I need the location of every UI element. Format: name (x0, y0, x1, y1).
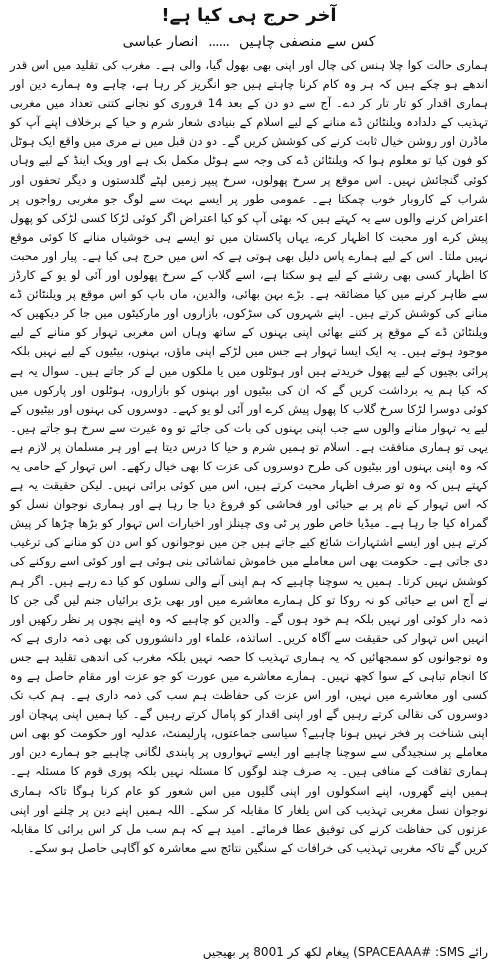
article-body: ہماری حالت کوا چلا ہنس کی چال اور اپنی بھی بھول گیا، والی ہے۔ مغرب کی تقلید میں اس قدر اندھے ہو چکے ہیں کہ ہر وہ کام کرنا چاہتے ہیں جو انگریز کر رہا ہے، چاہے وہ ہمارے دین اور ہماری اقدار کو تار تار کر دے۔ آج سے دو دن کے بعد 14 فروری کو نجانے کتنی تعداد میں مغربی تہذیب کے دلدادہ ویلنٹائن ڈے منانے کے لیے اسلام کے بنیادی شعار شرم و حیا کے برخلاف اپنے آپ کو ماڈرن اور روشن خیال ثابت کرنے کی کوشش کریں گے۔ دو دن قبل میں نے مری میں واقع ایک ہوٹل کو فون کیا تو معلوم ہوا کہ ویلنٹائن ڈے کی وجہ سے ہوٹل مکمل بک ہے اور ویک اینڈ کے لیے وہاں کوئی گنجائش نہیں۔ اس موقع پر سرخ پھولوں، سرخ پیپر زمیں لپٹے گلدستوں و دیگر تحفوں اور شراب کے کاروبار خوب چمکتا ہے۔ عمومی طور پر ایسے بہت سے لوگ جو مغربی رواجوں پر اعتراض کرنے والوں سے یہ کہتے ہیں کہ بھئی آپ کو کیا اعتراض اگر کوئی لڑکا کسی لڑکی کو پھول پیش کرے اور محبت کا اظہار کرے، یہاں پاکستان میں تو ایسے ہی خوشیاں منانے کا کوئی موقع نہیں ملتا۔ اس کے لیے ہمارے پاس دلیل بھی ہوتی ہے کہ اس میں حرج ہی کیا ہے۔ پیار اور محبت کا اظہار کسی بھی رشتے کے لیے ہو سکتا ہے، اسے گلاب کے سرخ پھولوں اور آئی لو یو کے کارڈز سے ظاہر کرنے میں کیا مضائقہ ہے۔ بڑے بہن بھائی، والدین، ماں باپ کو اس موقع پر ویلنٹائن ڈے منانے کی کوشش کرتے ہیں۔ اپنے شہروں کی سڑکوں، بازاروں اور مارکیٹوں میں جا کر دیکھیں کہ ویلنٹائن ڈے کے موقع پر کتنے بھائی اپنی بہنوں کے ساتھ وہاں اس مغربی تہوار کو منانے کے لیے موجود ہوتے ہیں۔ یہ ایک ایسا تہوار ہے جس میں لڑکے اپنی ماؤں، بہنوں، بیٹیوں کے لیے نہیں بلکہ پرائی بچیوں کے لیے پھول خریدتے ہیں اور ہوٹلوں میں یا ملکوں میں لے کر جاتے ہیں۔ سوال یہ ہے کہ کیا ہم یہ برداشت کریں گے کہ ان کی بیٹیوں اور بہنوں کو بازاروں، ہوٹلوں اور پارکوں میں کوئی دوسرا لڑکا سرخ گلاب کا پھول پیش کرے اور آئی لو یو کہے۔ دوسروں کی بہنوں اور بیٹیوں کے لیے یہ تہوار منانے والوں سے جب اپنی بہنوں کی بات کی جائے تو وہ غیرت سے سرخ ہو جاتے ہیں۔ یہی تو ہماری منافقت ہے۔ اسلام تو ہمیں شرم و حیا کا درس دیتا ہے اور ہر مسلمان پر لازم ہے کہ وہ اپنی بہنوں اور بیٹیوں کی طرح دوسروں کی عزت کا بھی خیال رکھے۔ اس تہوار کے حامی یہ کہتے ہیں کہ وہ تو صرف اظہار محبت کرتے ہیں، اس میں کوئی برائی نہیں۔ لیکن حقیقت یہ ہے کہ اس تہوار کے نام پر بے حیائی اور فحاشی کو فروغ دیا جا رہا ہے اور ہماری نوجوان نسل کو گمراہ کیا جا رہا ہے۔ میڈیا خاص طور پر ٹی وی چینلز اور اخبارات اس تہوار کو بڑھا چڑھا کر پیش کرتے ہیں اور ایسے اشتہارات شائع کیے جاتے ہیں جن میں نوجوانوں کو اس دن کو منانے کی ترغیب دی جاتی ہے۔ حکومت بھی اس معاملے میں خاموش تماشائی بنی ہوئی ہے اور کوئی اسے روکنے کی کوشش نہیں کرتا۔ ہمیں یہ سوچنا چاہیے کہ ہم اپنی آنے والی نسلوں کو کیا دے رہے ہیں۔ اگر ہم نے آج اس بے حیائی کو نہ روکا تو کل ہمارے معاشرے میں اور بھی بڑی برائیاں جنم لیں گی جن کا ذمہ دار کوئی اور نہیں بلکہ ہم خود ہوں گے۔ والدین کو چاہیے کہ وہ اپنے بچوں پر نظر رکھیں اور انہیں اس تہوار کی حقیقت سے آگاہ کریں۔ اساتذہ، علماء اور دانشوروں کی بھی ذمہ داری ہے کہ وہ نوجوانوں کو سمجھائیں کہ یہ ہماری تہذیب کا حصہ نہیں بلکہ مغرب کی اندھی تقلید ہے جس کا انجام تباہی کے سوا کچھ نہیں۔ ہمارے معاشرے میں عورت کو جو عزت اور مقام حاصل ہے وہ کسی اور معاشرے میں نہیں، اور اس عزت کی حفاظت ہم سب کی ذمہ داری ہے۔ ہم کب تک دوسروں کی نقالی کرتے رہیں گے اور اپنی اقدار کو پامال کرتے رہیں گے۔ کیا ہمیں اپنی پہچان اور اپنی شناخت پر فخر نہیں ہونا چاہیے؟ سیاسی جماعتوں، پارلیمنٹ، عدلیہ اور حکومت کو بھی اس معاملے پر سنجیدگی سے سوچنا چاہیے اور ایسے تہواروں پر پابندی لگانی چاہیے جو ہمارے دین اور ہماری ثقافت کے منافی ہیں۔ یہ صرف چند لوگوں کا مسئلہ نہیں بلکہ پوری قوم کا مسئلہ ہے۔ ہمیں اپنے گھروں، اپنے اسکولوں اور اپنی گلیوں میں اس شعور کو عام کرنا ہوگا تاکہ ہماری نوجوان نسل مغربی تہذیب کی اس یلغار کا مقابلہ کر سکے۔ اللہ ہمیں اپنے دین پر چلنے اور اپنی عزتوں کی حفاظت کرنے کی توفیق عطا فرمائے۔ امید ہے کہ ہم سب مل کر اس برائی کا مقابلہ کریں گے تاکہ مغربی تہذیب کی خرافات کے سنگین نتائج سے معاشرہ کو آگاہی حاصل ہو سکے۔ (10, 58, 488, 855)
sms-label: (SPACEAAA# :SMS رائے (353, 945, 488, 959)
sms-footer (10, 943, 488, 961)
article-headline: آخر حرج ہی کیا ہے! (161, 5, 337, 26)
article-author: انصار عباسی (122, 34, 199, 50)
byline-separator: ...... (208, 34, 229, 50)
sms-instruction: پیغام لکھ کر 8001 پر بھیجیں (202, 945, 350, 959)
byline (10, 32, 488, 52)
article-subtitle: کس سے منصفی چاہیں (238, 34, 376, 50)
